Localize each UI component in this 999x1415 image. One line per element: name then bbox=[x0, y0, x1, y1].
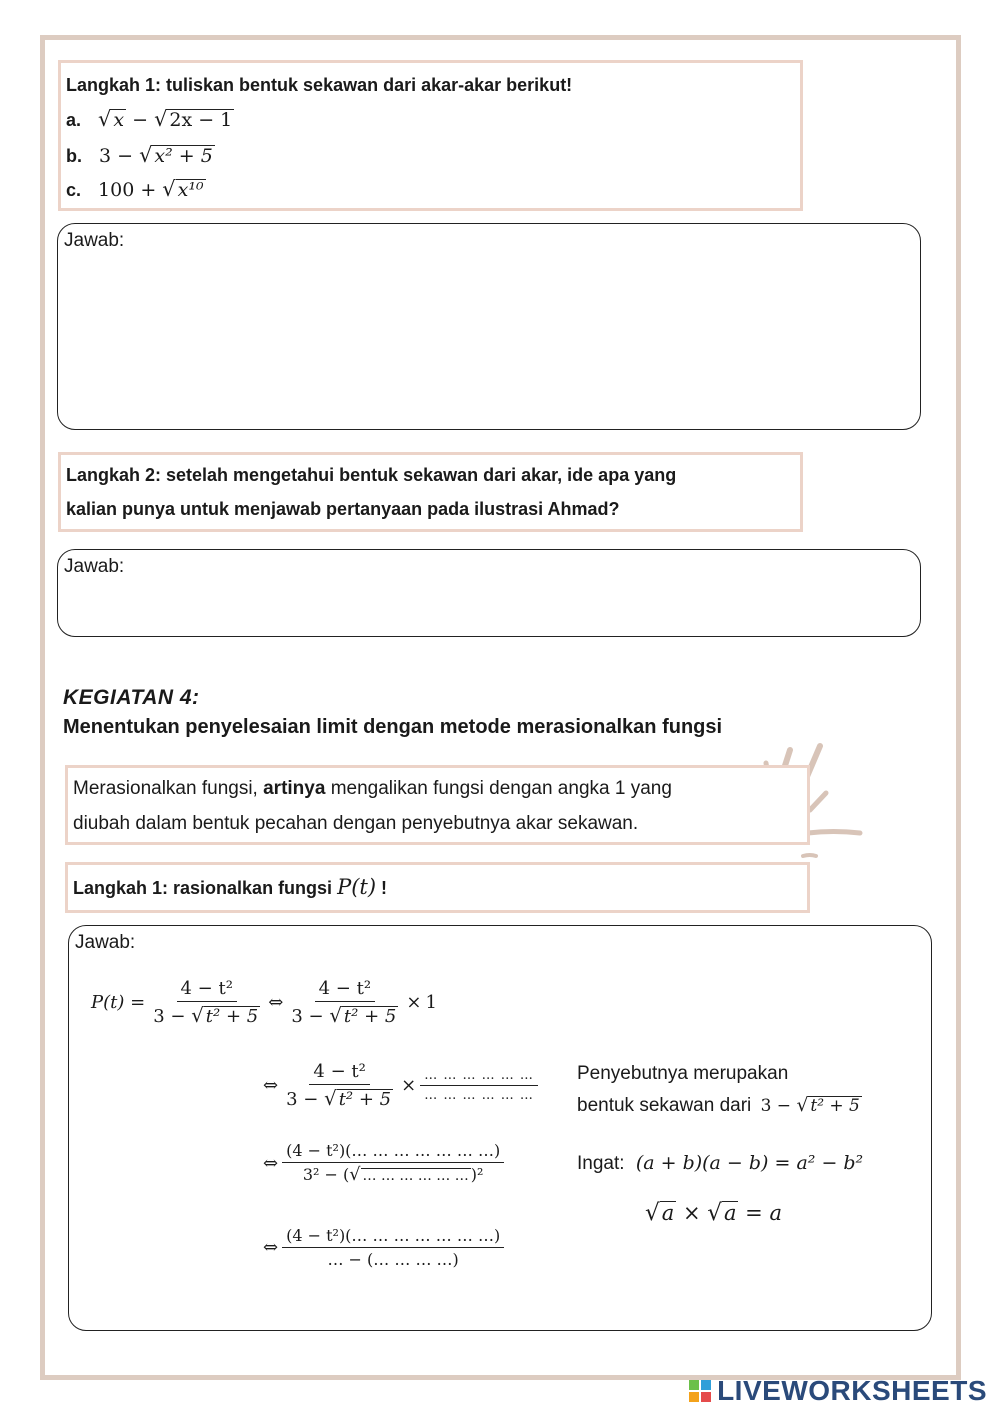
note-sqrt-identity: √a × √a = a bbox=[645, 1200, 782, 1226]
step1-item-b: b. 3 − √ x² + 5 bbox=[66, 143, 213, 167]
step1-box bbox=[58, 60, 803, 211]
fraction[interactable]: $\frac{\text{(4 − t²)(… … … … … … …)}}{\text{3² − (√ … … … … … … )²}}$ bbox=[282, 1141, 504, 1185]
step3-box bbox=[65, 862, 810, 913]
step1-item-c: c. 100 + √ x¹⁰ bbox=[66, 177, 204, 201]
step2-box bbox=[58, 452, 803, 532]
fraction-blank[interactable]: $\frac{\dots \dots \dots \dots \dots \dots}{\dots \dots \dots \dots \dots \dots}$ bbox=[420, 1068, 538, 1103]
definition-line1: Merasionalkan fungsi, artinya mengalikan fungsi dengan angka 1 yang bbox=[73, 778, 672, 799]
logo-icon bbox=[689, 1380, 711, 1402]
equation-row-2: ⇔ $\frac{\text{4 − t²}}{\text{3 − √ t² + 5}}$ × $\frac{\dots \dots \dots \dots \dots \dots}{\dots \dots \dots \dots \dots \dots}$ bbox=[263, 1061, 542, 1110]
brand-name: LIVEWORKSHEETS bbox=[717, 1375, 987, 1406]
step2-line1: Langkah 2: setelah mengetahui bentuk sekawan dari akar, ide apa yang bbox=[66, 465, 677, 485]
answer-box-3[interactable] bbox=[68, 925, 932, 1331]
note-conjugate: Penyebutnya merupakan bentuk sekawan dari 3 − √ t² + 5 bbox=[577, 1063, 860, 1116]
equation-row-4: ⇔ $\frac{\text{(4 − t²)(… … … … … … …)}}{\dots - (\dots \dots \dots \dots)}$ bbox=[263, 1226, 508, 1269]
step1-title: Langkah 1: tuliskan bentuk sekawan dari akar-akar berikut! bbox=[66, 75, 573, 95]
fraction: $\frac{\text{4 − t²}}{\text{3 − √ t² + 5}}$ bbox=[153, 978, 259, 1027]
fraction: $\frac{\text{4 − t²}}{\text{3 − √ t² + 5}}$ bbox=[286, 1061, 392, 1110]
step3-text: Langkah 1: rasionalkan fungsi P(t) ! bbox=[73, 875, 388, 899]
step2-line2: kalian punya untuk menjawab pertanyaan pada ilustrasi Ahmad? bbox=[66, 499, 620, 519]
definition-box bbox=[65, 765, 810, 845]
answer-label: Jawab: bbox=[75, 932, 136, 953]
answer-label: Jawab: bbox=[64, 230, 125, 251]
kegiatan-heading: KEGIATAN 4: bbox=[63, 686, 200, 709]
definition-line2: diubah dalam bentuk pecahan dengan penyebutnya akar sekawan. bbox=[73, 813, 639, 834]
brand-logo bbox=[689, 1375, 987, 1407]
step1-item-a: a. √ x − √ 2x − 1 bbox=[66, 107, 233, 131]
note-ingat: Ingat: (a + b)(a − b) = a² − b² bbox=[577, 1152, 864, 1174]
fraction: $\frac{\text{4 − t²}}{\text{3 − √ t² + 5}}$ bbox=[291, 978, 397, 1027]
answer-box-1[interactable] bbox=[57, 223, 921, 430]
equation-row-3: ⇔ $\frac{\text{(4 − t²)(… … … … … … …)}}{\text{3² − (√ … … … … … … )²}}$ bbox=[263, 1141, 508, 1185]
answer-label: Jawab: bbox=[64, 556, 125, 577]
equation-row-1: P(t) = $\frac{\text{4 − t²}}{\text{3 − √ t² + 5}}$ ⇔ $\frac{\text{4 − t²}}{\text{3 − √ t² + 5}}$ × 1 bbox=[91, 978, 437, 1027]
fraction[interactable]: $\frac{\text{(4 − t²)(… … … … … … …)}}{\dots - (\dots \dots \dots \dots)}$ bbox=[282, 1226, 504, 1269]
kegiatan-subheading: Menentukan penyelesaian limit dengan metode merasionalkan fungsi bbox=[63, 716, 723, 738]
answer-box-2[interactable] bbox=[57, 549, 921, 637]
